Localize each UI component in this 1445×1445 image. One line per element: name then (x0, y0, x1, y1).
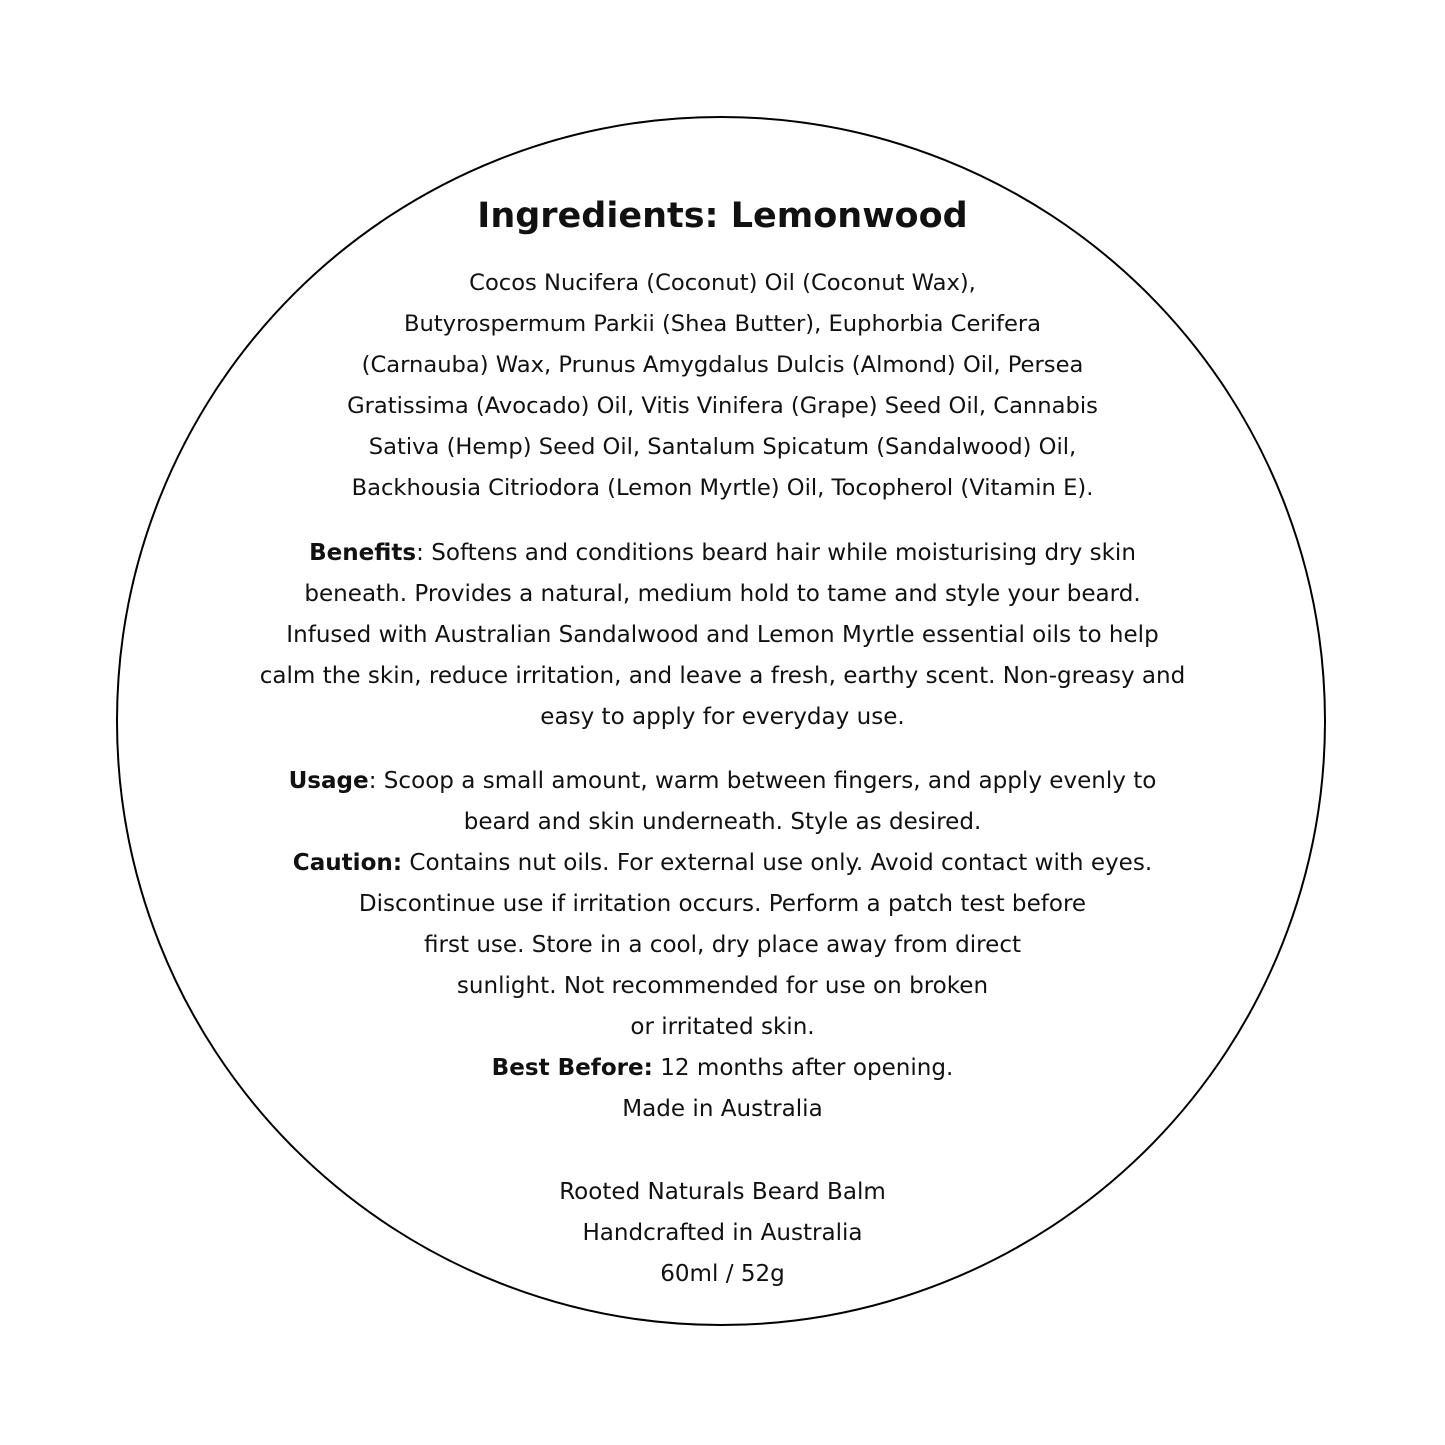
ingredients-line: Backhousia Citriodora (Lemon Myrtle) Oil, Tocopherol (Vitamin E). (351, 475, 1094, 501)
ingredients-list (0, 263, 1445, 509)
benefits-text: : Softens and conditions beard hair while moisturising dry skin (416, 540, 1136, 566)
product-name: Rooted Naturals Beard Balm (559, 1179, 886, 1205)
ingredients-line: (Carnauba) Wax, Prunus Amygdalus Dulcis (Almond) Oil, Persea (361, 352, 1084, 378)
handcrafted-line: Handcrafted in Australia (582, 1220, 863, 1246)
made-in-line: Made in Australia (622, 1096, 823, 1122)
ingredients-line: Cocos Nucifera (Coconut) Oil (Coconut Wax), (469, 270, 976, 296)
ingredients-line: Gratissima (Avocado) Oil, Vitis Vinifera (Grape) Seed Oil, Cannabis (347, 393, 1098, 419)
caution-line: or irritated skin. (630, 1014, 815, 1040)
benefits-line: beneath. Provides a natural, medium hold to tame and style your beard. (304, 581, 1141, 607)
benefits-line: Infused with Australian Sandalwood and Lemon Myrtle essential oils to help (286, 622, 1159, 648)
caution-line: Discontinue use if irritation occurs. Perform a patch test before (358, 891, 1087, 917)
caution-text: Contains nut oils. For external use only. Avoid contact with eyes. (402, 850, 1153, 876)
usage-second-line: beard and skin underneath. Style as desired. (463, 809, 982, 835)
ingredients-line: Sativa (Hemp) Seed Oil, Santalum Spicatum (Sandalwood) Oil, (368, 434, 1077, 460)
usage-text: : Scoop a small amount, warm between fingers, and apply evenly to (368, 768, 1157, 794)
ingredients-title: Ingredients: Lemonwood (477, 196, 968, 236)
benefits-line: easy to apply for everyday use. (540, 704, 905, 730)
caution-first-line (0, 843, 1445, 884)
ingredients-line: Butyrospermum Parkii (Shea Butter), Euphorbia Cerifera (403, 311, 1042, 337)
usage-label: Usage (288, 768, 369, 794)
usage-caution-section (0, 761, 1445, 1130)
best-before-line (0, 1048, 1445, 1089)
benefits-line: calm the skin, reduce irritation, and leave a fresh, earthy scent. Non-greasy and (259, 663, 1186, 689)
benefits-section (0, 533, 1445, 738)
product-footer (0, 1172, 1445, 1295)
caution-line: first use. Store in a cool, dry place away from direct (423, 932, 1022, 958)
benefits-first-line (0, 533, 1445, 574)
benefits-label: Benefits (309, 540, 417, 566)
best-before-value: 12 months after opening. (652, 1055, 954, 1081)
best-before-label: Best Before: (491, 1055, 653, 1081)
usage-first-line (0, 761, 1445, 802)
caution-line: sunlight. Not recommended for use on broken (456, 973, 989, 999)
product-size: 60ml / 52g (660, 1261, 785, 1287)
caution-label: Caution: (292, 850, 403, 876)
